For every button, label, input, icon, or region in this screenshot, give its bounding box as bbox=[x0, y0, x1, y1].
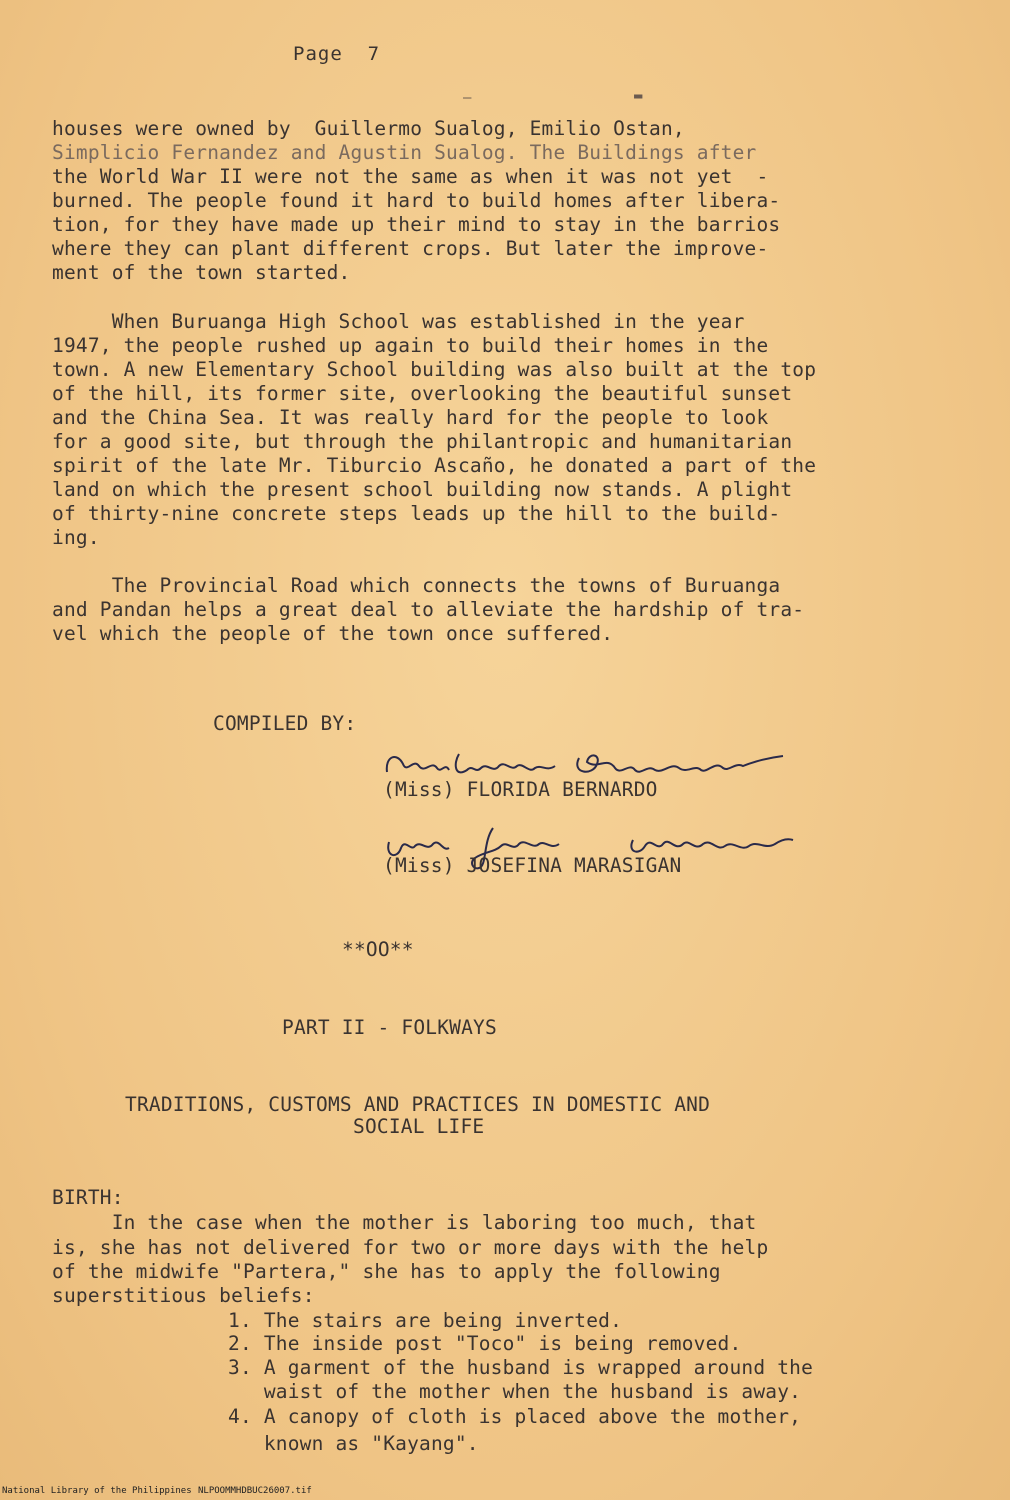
page-number: Page 7 bbox=[293, 43, 381, 65]
list-item: 2. The inside post "Toco" is being removed. bbox=[228, 1332, 742, 1355]
text-line: where they can plant different crops. But later the improve- bbox=[52, 237, 769, 260]
list-item: 4. A canopy of cloth is placed above the mother, bbox=[228, 1405, 802, 1428]
text-line: burned. The people found it hard to build homes after libera- bbox=[52, 189, 781, 212]
text-line: of the midwife "Partera," she has to apply the following bbox=[52, 1260, 721, 1283]
text-line: Simplicio Fernandez and Agustin Sualog. The Buildings after bbox=[52, 141, 757, 164]
text-line: for a good site, but through the philantropic and humanitarian bbox=[52, 430, 793, 453]
text-line: land on which the present school building now stands. A plight bbox=[52, 478, 793, 501]
text-line: When Buruanga High School was established in the year bbox=[52, 310, 745, 333]
section-title-line-2: SOCIAL LIFE bbox=[353, 1115, 485, 1138]
text-line: 1947, the people rushed up again to build their homes in the bbox=[52, 334, 769, 357]
text-line: In the case when the mother is laboring too much, that bbox=[52, 1211, 757, 1234]
text-line: ing. bbox=[52, 526, 100, 549]
compiler-name-1: (Miss) FLORIDA BERNARDO bbox=[383, 778, 658, 801]
text-line: of the hill, its former site, overlooking the beautiful sunset bbox=[52, 382, 793, 405]
stray-mark: ▬ bbox=[634, 88, 643, 104]
text-line: the World War II were not the same as when it was not yet - bbox=[52, 165, 769, 188]
compiler-name-2: (Miss) JOSEFINA MARASIGAN bbox=[383, 854, 682, 877]
list-item: 3. A garment of the husband is wrapped around the bbox=[228, 1356, 814, 1379]
footer-institution: National Library of the Philippines bbox=[2, 1486, 192, 1496]
list-item: waist of the mother when the husband is away. bbox=[228, 1380, 802, 1403]
stray-mark: – bbox=[463, 90, 472, 106]
text-line: The Provincial Road which connects the towns of Buruanga bbox=[52, 574, 781, 597]
text-line: tion, for they have made up their mind to stay in the barrios bbox=[52, 213, 781, 236]
compiled-by-label: COMPILED BY: bbox=[213, 712, 357, 735]
separator: **OO** bbox=[342, 938, 414, 961]
list-item: 1. The stairs are being inverted. bbox=[228, 1309, 623, 1332]
text-line: town. A new Elementary School building was also built at the top bbox=[52, 358, 817, 381]
footer-filename: NLPOOMMHDBUC26007.tif bbox=[198, 1486, 312, 1496]
text-line: vel which the people of the town once suffered. bbox=[52, 622, 614, 645]
text-line: is, she has not delivered for two or more days with the help bbox=[52, 1236, 769, 1259]
text-line: spirit of the late Mr. Tiburcio Ascaño, he donated a part of the bbox=[52, 454, 817, 477]
section-title-line-1: TRADITIONS, CUSTOMS AND PRACTICES IN DOMESTIC AND bbox=[125, 1093, 711, 1116]
text-line: and Pandan helps a great deal to alleviate the hardship of tra- bbox=[52, 598, 805, 621]
text-line: ment of the town started. bbox=[52, 261, 351, 284]
part-title: PART II - FOLKWAYS bbox=[282, 1016, 497, 1039]
text-line: and the China Sea. It was really hard for the people to look bbox=[52, 406, 769, 429]
list-item: known as "Kayang". bbox=[228, 1432, 479, 1455]
text-line: houses were owned by Guillermo Sualog, Emilio Ostan, bbox=[52, 117, 685, 140]
birth-heading: BIRTH: bbox=[52, 1186, 124, 1209]
text-line: superstitious beliefs: bbox=[52, 1284, 315, 1307]
text-line: of thirty-nine concrete steps leads up the hill to the build- bbox=[52, 502, 781, 525]
